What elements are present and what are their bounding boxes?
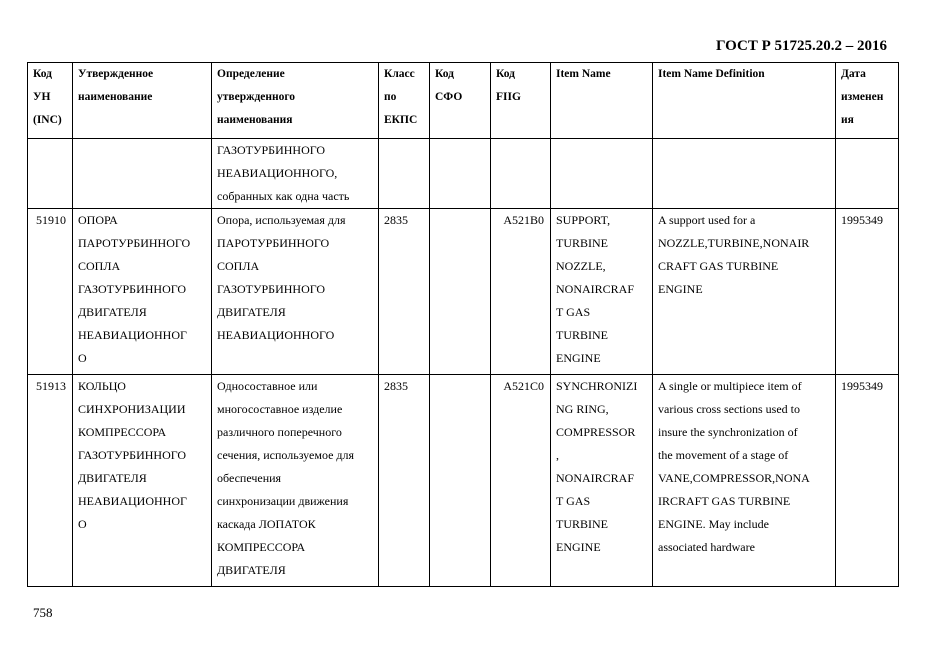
header-inc-code bbox=[28, 63, 73, 139]
header-item-name bbox=[551, 63, 653, 139]
cell-ekps-class bbox=[379, 139, 430, 209]
cell-line: TURBINE bbox=[556, 517, 608, 531]
cell-fiig-code bbox=[491, 139, 551, 209]
cell-line: ГАЗОТУРБИННОГО bbox=[217, 143, 326, 157]
header-line: Определение bbox=[217, 68, 285, 80]
table-row bbox=[28, 375, 899, 587]
cell-line: ГАЗОТУРБИННОГО bbox=[78, 282, 187, 296]
cell-approved-name bbox=[73, 209, 212, 375]
cell-line: Односоставное или bbox=[217, 379, 318, 393]
cell-inc-code bbox=[28, 375, 73, 587]
header-line: СФО bbox=[435, 91, 463, 103]
cell-item-name bbox=[551, 209, 653, 375]
cell-change-date bbox=[836, 209, 899, 375]
cell-line: 1995349 bbox=[841, 379, 883, 393]
header-line: Класс bbox=[384, 68, 415, 80]
cell-line: ENGINE bbox=[556, 351, 601, 365]
cell-line: НЕАВИАЦИОННОГ bbox=[78, 328, 187, 342]
cell-line: NOZZLE,TURBINE,NONAIR bbox=[658, 236, 810, 250]
cell-line: NONAIRCRAF bbox=[556, 471, 635, 485]
header-line: Item Name Definition bbox=[658, 68, 765, 80]
cell-line: associated hardware bbox=[658, 540, 755, 554]
cell-line: T GAS bbox=[556, 305, 591, 319]
cell-line: НЕАВИАЦИОННОГО bbox=[217, 328, 335, 342]
cell-definition bbox=[212, 375, 379, 587]
cell-line: ПАРОТУРБИННОГО bbox=[217, 236, 330, 250]
cell-line: многосоставное изделие bbox=[217, 402, 343, 416]
table-row bbox=[28, 139, 899, 209]
cell-line: каскада ЛОПАТОК bbox=[217, 517, 316, 531]
cell-line: A521C0 bbox=[503, 379, 544, 393]
cell-sfo-code bbox=[430, 375, 491, 587]
header-line: по bbox=[384, 91, 397, 103]
cell-line: КОМПРЕССОРА bbox=[217, 540, 306, 554]
header-line: ЕКПС bbox=[384, 114, 418, 126]
header-line: Дата bbox=[841, 68, 866, 80]
cell-line: ДВИГАТЕЛЯ bbox=[217, 305, 286, 319]
header-line: наименования bbox=[217, 114, 293, 126]
cell-line: VANE,COMPRESSOR,NONA bbox=[658, 471, 810, 485]
data-table bbox=[27, 62, 899, 587]
cell-definition bbox=[212, 139, 379, 209]
header-line: Утвержденное bbox=[78, 68, 154, 80]
cell-approved-name bbox=[73, 375, 212, 587]
cell-ekps-class bbox=[379, 209, 430, 375]
header-approved-name bbox=[73, 63, 212, 139]
cell-line: T GAS bbox=[556, 494, 591, 508]
cell-line: NOZZLE, bbox=[556, 259, 606, 273]
header-line: FIIG bbox=[496, 91, 521, 103]
header-line: (INC) bbox=[33, 114, 62, 126]
cell-line: COMPRESSOR bbox=[556, 425, 636, 439]
table-header-row bbox=[28, 63, 899, 139]
cell-sfo-code bbox=[430, 139, 491, 209]
cell-line: SUPPORT, bbox=[556, 213, 611, 227]
header-line: изменен bbox=[841, 91, 884, 103]
cell-line: 2835 bbox=[384, 213, 408, 227]
cell-line: О bbox=[78, 351, 87, 365]
cell-line: the movement of a stage of bbox=[658, 448, 789, 462]
cell-line: СОПЛА bbox=[217, 259, 260, 273]
cell-line: insure the synchronization of bbox=[658, 425, 798, 439]
header-line: УН bbox=[33, 91, 51, 103]
header-line: Код bbox=[496, 68, 516, 80]
cell-line: синхронизации движения bbox=[217, 494, 349, 508]
page-number: 758 bbox=[33, 605, 53, 620]
cell-line: ENGINE bbox=[556, 540, 601, 554]
cell-line: A521B0 bbox=[503, 213, 544, 227]
cell-line: ДВИГАТЕЛЯ bbox=[78, 305, 147, 319]
cell-line: IRCRAFT GAS TURBINE bbox=[658, 494, 791, 508]
cell-fiig-code bbox=[491, 209, 551, 375]
cell-inc-code bbox=[28, 209, 73, 375]
cell-approved-name bbox=[73, 139, 212, 209]
cell-line: 1995349 bbox=[841, 213, 883, 227]
cell-line: NONAIRCRAF bbox=[556, 282, 635, 296]
cell-line: TURBINE bbox=[556, 236, 608, 250]
header-line: Item Name bbox=[556, 68, 611, 80]
cell-line: НЕАВИАЦИОННОГО, bbox=[217, 166, 338, 180]
header-ekps-class bbox=[379, 63, 430, 139]
cell-line: A support used for a bbox=[658, 213, 756, 227]
table-row bbox=[28, 209, 899, 375]
cell-line: ОПОРА bbox=[78, 213, 118, 227]
cell-line: ENGINE. May include bbox=[658, 517, 769, 531]
cell-line: Опора, используемая для bbox=[217, 213, 346, 227]
header-line: наименование bbox=[78, 91, 153, 103]
cell-line: ГАЗОТУРБИННОГО bbox=[78, 448, 187, 462]
cell-line: A single or multipiece item of bbox=[658, 379, 802, 393]
cell-line: ГАЗОТУРБИННОГО bbox=[217, 282, 326, 296]
cell-item-definition bbox=[653, 139, 836, 209]
cell-line: НЕАВИАЦИОННОГ bbox=[78, 494, 187, 508]
cell-line: собранных как одна часть bbox=[217, 189, 350, 203]
cell-item-definition bbox=[653, 375, 836, 587]
header-definition bbox=[212, 63, 379, 139]
cell-line: 2835 bbox=[384, 379, 408, 393]
cell-line: NG RING, bbox=[556, 402, 609, 416]
cell-line: ДВИГАТЕЛЯ bbox=[78, 471, 147, 485]
cell-change-date bbox=[836, 375, 899, 587]
cell-line: КОЛЬЦО bbox=[78, 379, 126, 393]
cell-sfo-code bbox=[430, 209, 491, 375]
cell-inc-code bbox=[28, 139, 73, 209]
cell-item-name bbox=[551, 139, 653, 209]
header-line: Код bbox=[33, 68, 53, 80]
cell-line: SYNCHRONIZI bbox=[556, 379, 638, 393]
cell-line: СОПЛА bbox=[78, 259, 121, 273]
cell-line: различного поперечного bbox=[217, 425, 342, 439]
cell-definition bbox=[212, 209, 379, 375]
cell-line: О bbox=[78, 517, 87, 531]
header-line: утвержденного bbox=[217, 91, 296, 103]
header-item-definition bbox=[653, 63, 836, 139]
cell-line: ДВИГАТЕЛЯ bbox=[217, 563, 286, 577]
cell-line: 51910 bbox=[36, 213, 66, 227]
cell-ekps-class bbox=[379, 375, 430, 587]
header-line: Код bbox=[435, 68, 455, 80]
cell-line: КОМПРЕССОРА bbox=[78, 425, 167, 439]
document-code: ГОСТ Р 51725.20.2 – 2016 bbox=[715, 38, 887, 54]
cell-line: various cross sections used to bbox=[658, 402, 800, 416]
cell-line: , bbox=[556, 448, 559, 462]
cell-item-name bbox=[551, 375, 653, 587]
cell-item-definition bbox=[653, 209, 836, 375]
cell-line: сечения, используемое для bbox=[217, 448, 355, 462]
header-sfo-code bbox=[430, 63, 491, 139]
cell-line: CRAFT GAS TURBINE bbox=[658, 259, 779, 273]
cell-fiig-code bbox=[491, 375, 551, 587]
cell-change-date bbox=[836, 139, 899, 209]
cell-line: TURBINE bbox=[556, 328, 608, 342]
cell-line: 51913 bbox=[36, 379, 66, 393]
header-line: ия bbox=[841, 114, 854, 126]
header-change-date bbox=[836, 63, 899, 139]
cell-line: СИНХРОНИЗАЦИИ bbox=[78, 402, 186, 416]
header-fiig-code bbox=[491, 63, 551, 139]
cell-line: обеспечения bbox=[217, 471, 282, 485]
cell-line: ПАРОТУРБИННОГО bbox=[78, 236, 191, 250]
cell-line: ENGINE bbox=[658, 282, 703, 296]
